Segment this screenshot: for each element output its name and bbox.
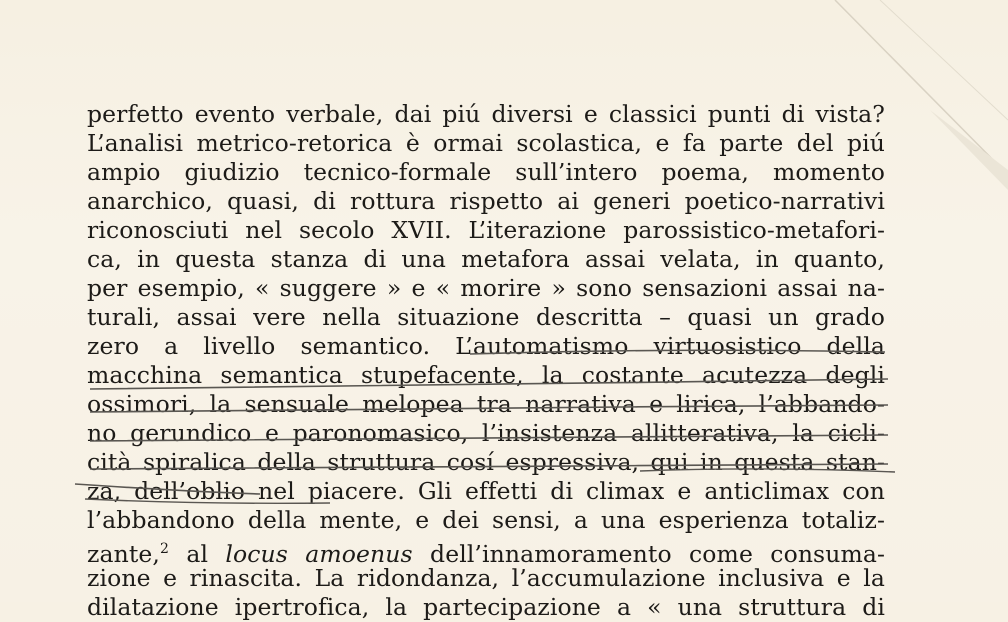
text-line [87, 274, 885, 303]
text-segment: zione e rinascita. La ridondanza, l’accumulazione inclusiva e la [87, 564, 885, 592]
text-segment: al [168, 539, 226, 568]
text-line [87, 303, 885, 332]
text-line [87, 477, 885, 506]
text-segment: ossimori, la sensuale melopea tra narrativa e lirica, l’abbando- [87, 390, 885, 418]
text-segment: cità spiralica della struttura cosí espressiva, qui in questa stan- [87, 448, 885, 476]
text-segment: macchina semantica stupefacente, la costante acutezza degli [87, 361, 885, 389]
text-segment: ampio giudizio tecnico-formale sull’intero poema, momento [87, 158, 885, 186]
body-text [87, 100, 885, 622]
text-segment: zante, [87, 539, 160, 568]
text-segment: zero a livello semantico. L’automatismo virtuosistico della [87, 332, 885, 360]
text-segment: per esempio, « suggere » e « morire » sono sensazioni assai na- [87, 274, 885, 302]
text-line [87, 593, 885, 622]
text-line [87, 564, 885, 593]
text-segment: turali, assai vere nella situazione descritta – quasi un grado [87, 303, 885, 331]
text-line [87, 100, 885, 129]
text-line [87, 535, 885, 568]
text-line [87, 332, 885, 361]
italic-phrase: locus amoenus [225, 539, 413, 568]
text-line [87, 187, 885, 216]
text-segment: dell’innamoramento come consuma- [412, 539, 885, 568]
text-segment: ca, in questa stanza di una metafora assai velata, in quanto, [87, 245, 885, 273]
text-segment: riconosciuti nel secolo XVII. L’iterazione parossistico-metafori- [87, 216, 885, 244]
text-segment: dilatazione ipertrofica, la partecipazione a « una struttura di [87, 593, 885, 621]
text-line [87, 216, 885, 245]
text-line [87, 158, 885, 187]
text-segment: L’analisi metrico-retorica è ormai scolastica, e fa parte del piú [87, 129, 885, 157]
text-line [87, 506, 885, 535]
text-line [87, 390, 885, 419]
text-segment: perfetto evento verbale, dai piú diversi e classici punti di vista? [87, 100, 885, 128]
text-line [87, 448, 885, 477]
text-segment: no gerundico e paronomasico, l’insistenza allitterativa, la cicli- [87, 419, 885, 447]
text-segment: anarchico, quasi, di rottura rispetto ai generi poetico-narrativi [87, 187, 885, 215]
text-line [87, 129, 885, 158]
text-segment: za, dell’oblio nel piacere. Gli effetti di climax e anticlimax con [87, 477, 885, 505]
footnote-marker: 2 [159, 541, 169, 557]
text-line [87, 419, 885, 448]
text-line [87, 245, 885, 274]
text-line [87, 361, 885, 390]
text-segment: l’abbandono della mente, e dei sensi, a una esperienza totaliz- [87, 506, 885, 534]
